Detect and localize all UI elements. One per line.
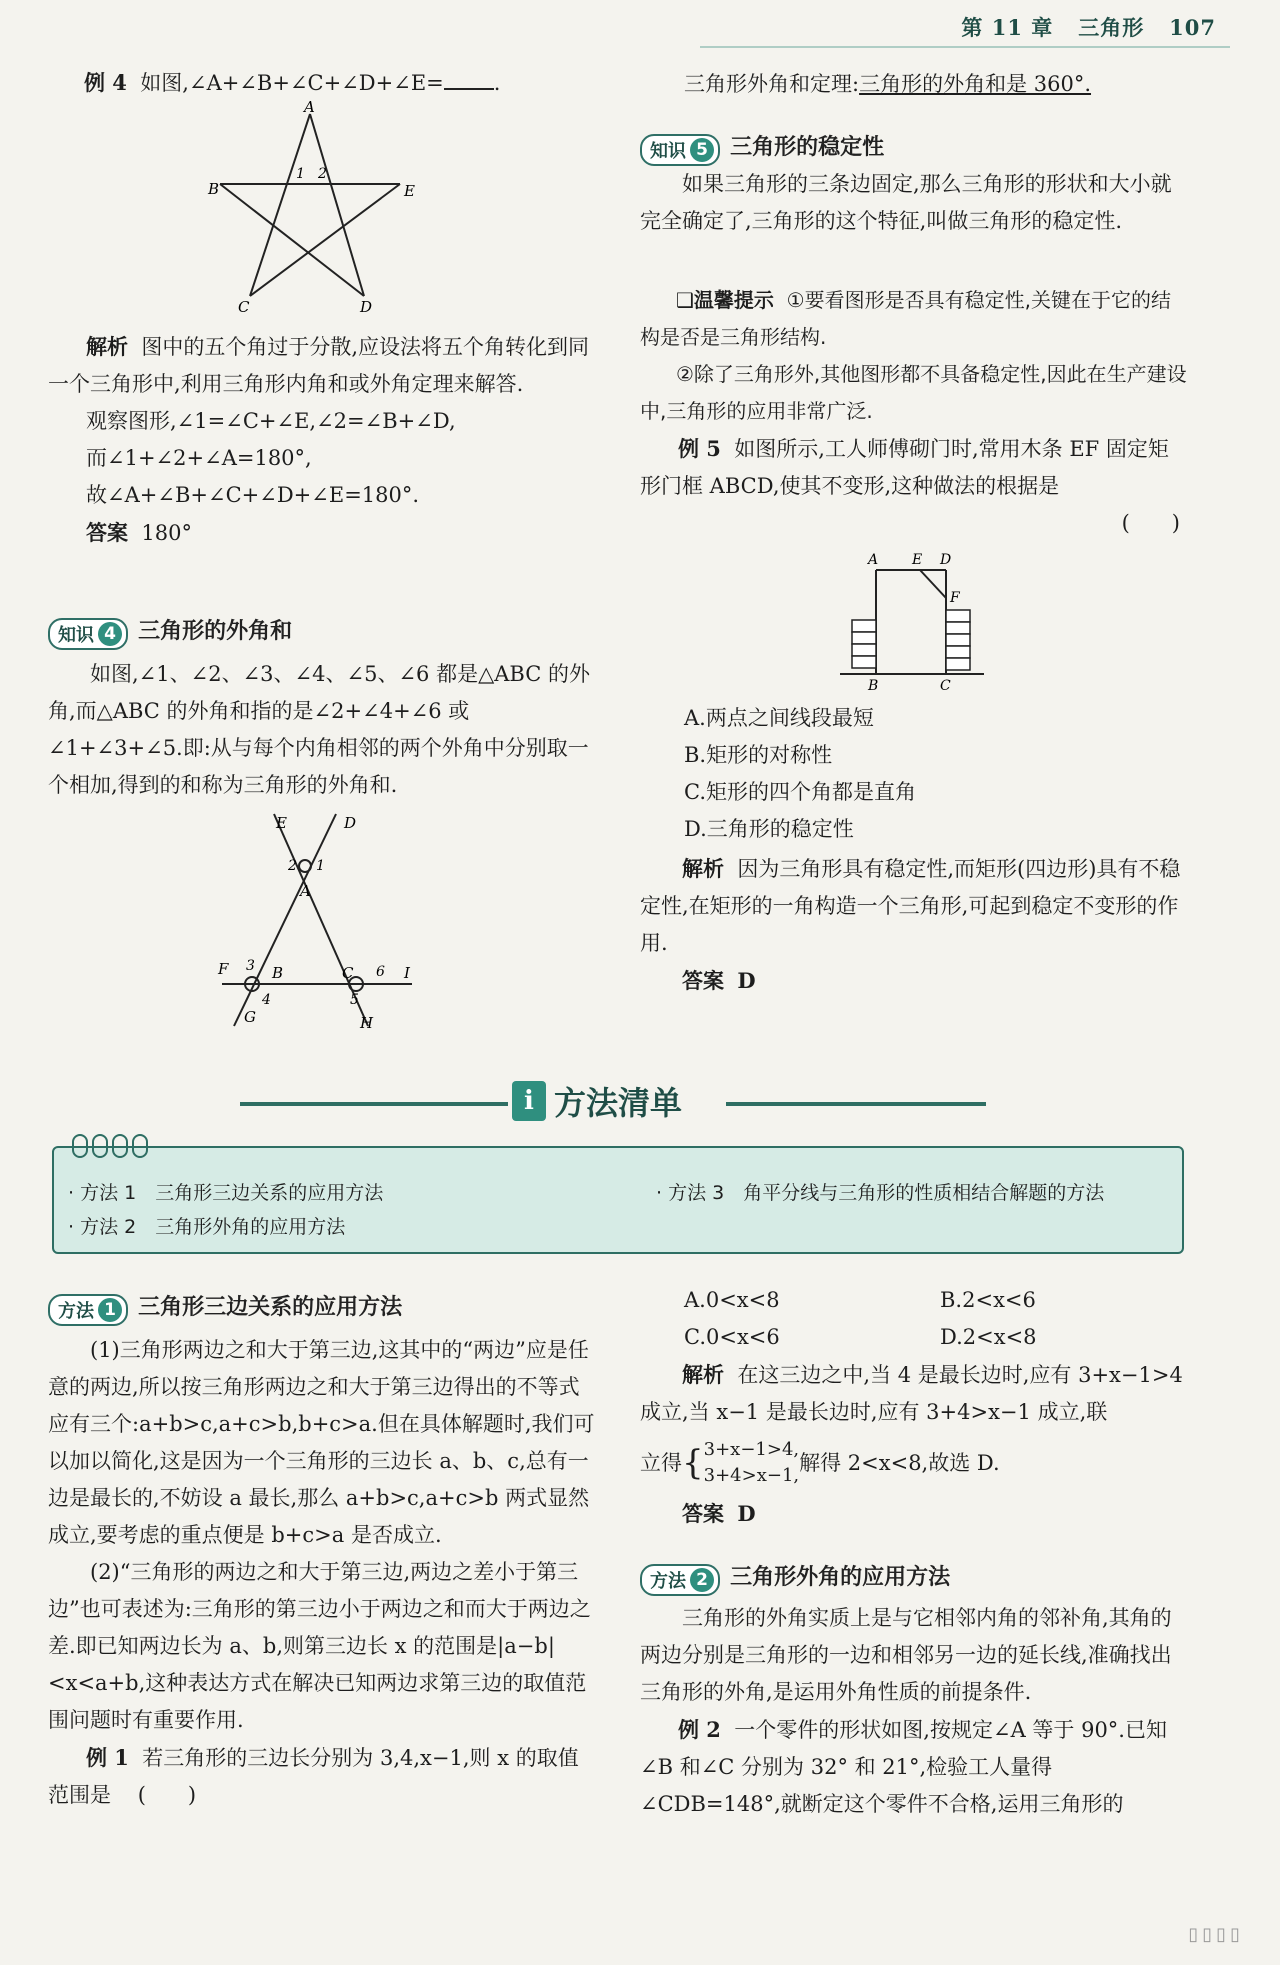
star-label-c: C [238,298,250,316]
info-icon: i [512,1081,546,1121]
analysis-p2: 观察图形,∠1=∠C+∠E,∠2=∠B+∠D, [86,409,456,433]
analysis-label: 解析 [86,334,128,359]
star-line-b-d [220,184,364,296]
banner-line-left [240,1102,508,1106]
tri-label-b: B [272,964,284,982]
knowledge-5-title: 三角形的稳定性 [730,135,885,160]
warm-tip [640,282,1188,430]
method-1-link: · 方法 1 三角形三边关系的应用方法 [68,1182,384,1204]
star-line-a-d [310,114,364,296]
tri-label-6: 6 [376,964,385,980]
header-divider [700,46,1230,48]
analysis-label: 解析 [682,856,724,881]
system-suffix: 解得 2<x<8,故选 D. [799,1450,1000,1475]
answer-value: D [737,1501,756,1526]
method-1-heading [48,1290,402,1326]
example-5 [640,430,1188,542]
method-1-p2: (2)“三角形的两边之和大于第三边,两边之差小于第三边”也可表述为:三角形的第三边小于两边之和而大于两边之差.即已知两边长为 a、b,则第三边长 x 的范围是|a−b|<x<a+b,这种表达方式在解决已知两边求第三边的取值范围问题时有重要作用. [48,1560,591,1732]
door-label-d: D [940,552,952,568]
ex1-text: 若三角形的三边长分别为 3,4,x−1,则 x 的取值范围是 [48,1746,579,1807]
option-b: B.矩形的对称性 [684,743,833,767]
analysis-label: 解析 [682,1362,724,1387]
banner-title: 方法清单 [554,1084,683,1122]
system-line-2: 3+4>x−1, [703,1465,800,1486]
ex1-analysis [640,1356,1188,1533]
tip-label: ❑温馨提示 [676,288,774,312]
system-prefix: 立得 [640,1450,682,1475]
tri-label-f: F [218,960,229,978]
star-label-1: 1 [296,166,305,182]
star-label-e: E [404,182,415,200]
ex1-options [684,1282,1204,1356]
methods-summary-box [52,1146,1184,1254]
method-2-title: 三角形外角的应用方法 [730,1565,951,1590]
method-1-p1: (1)三角形两边之和大于第三边,这其中的“两边”应是任意的两边,所以按三角形两边之和大于第三边得出的不等式应有三个:a+b>c,a+c>b,b+c>a.但在具体解题时,我们可以加以简化,这是因为一个三角形的三边长 a、b、c,总有一边是最长的,不妨设 a 最长,那么 a+b>c,a+c>b 两式显然成立,要考虑的重点便是 b+c>a 是否成立. [48,1338,595,1547]
theorem-prefix: 三角形外角和定理: [684,72,860,96]
knowledge-5-text: 如果三角形的三条边固定,那么三角形的形状和大小就完全确定了,三角形的这个特征,叫做三角形的稳定性. [640,172,1172,233]
theorem-body: 三角形的外角和是 360°. [859,72,1092,96]
tri-label-3: 3 [246,958,255,974]
page-header [961,12,1216,42]
methods-banner [512,1078,682,1124]
ex5-paren: ( ) [1121,511,1180,535]
brace-icon: { [682,1443,704,1483]
tri-label-e: E [276,814,287,832]
ex4-label: 例 4 [84,70,127,95]
option-c: C.矩形的四个角都是直角 [684,780,916,804]
inequality-system [640,1431,1188,1495]
ex5-text: 如图所示,工人师傅砌门时,常用木条 EF 固定矩形门框 ABCD,使其不变形,这种做法的根据是 [640,437,1169,498]
tri-label-1: 1 [316,858,325,874]
analysis-text: 在这三边之中,当 4 是最长边时,应有 3+x−1>4 成立,当 x−1 是最长边时,应有 3+4>x−1 成立,联 [640,1363,1183,1424]
tri-label-2: 2 [288,858,297,874]
door-label-a: A [868,552,879,568]
method-1-title: 三角形三边关系的应用方法 [138,1295,403,1320]
knowledge-tag: 知识 5 [640,134,720,166]
option-b: B.2<x<6 [940,1288,1036,1312]
star-figure [200,100,440,320]
tri-label-4: 4 [262,992,271,1008]
exterior-angle-figure [206,808,426,1036]
ex2-text: 一个零件的形状如图,按规定∠A 等于 90°.已知∠B 和∠C 分别为 32° 和 21°,检验工人量得∠CDB=148°,就断定这个零件不合格,运用三角形的 [640,1718,1167,1816]
answer-label: 答案 [682,968,724,993]
binder-ring-icon [92,1134,108,1158]
exterior-angle-theorem [684,66,1224,103]
knowledge-4-title: 三角形的外角和 [138,619,293,644]
binder-ring-icon [132,1134,148,1158]
analysis-text: 因为三角形具有稳定性,而矩形(四边形)具有不稳定性,在矩形的一角构造一个三角形,可起到稳定不变形的作用. [640,857,1181,955]
star-label-d: D [360,298,373,316]
tip-2: ②除了三角形外,其他图形都不具备稳定性,因此在生产建设中,三角形的应用非常广泛. [640,362,1187,423]
door-label-c: C [940,678,951,694]
analysis-p3: 而∠1+∠2+∠A=180°, [86,446,312,470]
door-label-e: E [912,552,923,568]
ex1-paren: ( ) [137,1783,197,1807]
door-label-b: B [868,678,879,694]
method-3-link: · 方法 3 角平分线与三角形的性质相结合解题的方法 [656,1182,1105,1204]
page-corner-icon: ▯▯▯▯ [1188,1924,1244,1945]
star-line-a-c [250,114,310,296]
ex2-label: 例 2 [678,1717,721,1742]
option-d: D.三角形的稳定性 [684,817,854,841]
knowledge-4-text: 如图,∠1、∠2、∠3、∠4、∠5、∠6 都是△ABC 的外角,而△ABC 的外角和指的是∠2+∠4+∠6 或∠1+∠3+∠5.即:从与每个内角相邻的两个外角中分别取一个相加,得到的和称为三角形的外角和. [48,662,590,797]
knowledge-tag: 知识 4 [48,618,128,650]
analysis-p4: 故∠A+∠B+∠C+∠D+∠E=180°. [86,483,420,507]
star-line-c-e [250,184,400,296]
door-frame-figure [836,548,996,696]
answer-blank [444,68,494,90]
ex4-analysis [48,328,596,552]
ex5-label: 例 5 [678,436,721,461]
example-4: 例 4 如图,∠A+∠B+∠C+∠D+∠E= . [84,70,501,95]
ex5-options [684,700,1184,848]
method-2-link: · 方法 2 三角形外角的应用方法 [68,1216,346,1238]
brace-ef [920,570,946,598]
door-label-f: F [950,590,960,606]
star-label-b: B [208,180,220,198]
binder-ring-icon [72,1134,88,1158]
star-label-a: A [304,100,315,116]
ex4-text: 如图,∠A+∠B+∠C+∠D+∠E= [140,71,444,95]
binder-ring-icon [112,1134,128,1158]
option-a: A.两点之间线段最短 [684,706,874,730]
brick-column-left [852,620,876,668]
method-1-body [48,1332,596,1814]
tri-label-c: C [342,964,354,982]
option-a: A.0<x<8 [684,1288,780,1312]
tri-label-h: H [360,1014,374,1032]
star-label-2: 2 [318,166,327,182]
tri-label-g: G [244,1008,256,1026]
tri-label-a: A [300,882,311,900]
method-2-heading [640,1560,950,1596]
method-2-body [640,1600,1188,1823]
option-d: D.2<x<8 [940,1325,1037,1349]
page-number: 107 [1169,15,1216,40]
chapter-title: 三角形 [1078,15,1145,40]
answer-label: 答案 [86,520,128,545]
ex5-analysis [640,850,1188,1000]
knowledge-5-heading [640,130,884,166]
chapter-label: 第 11 章 [961,15,1054,40]
tri-label-5: 5 [350,992,359,1008]
answer-value: 180° [141,521,192,545]
brick-column-right [946,610,970,670]
answer-value: D [737,968,756,993]
method-2-p1: 三角形的外角实质上是与它相邻内角的邻补角,其角的两边分别是三角形的一边和相邻另一边的延长线,准确找出三角形的外角,是运用外角性质的前提条件. [640,1606,1172,1704]
method-tag: 方法 2 [640,1564,720,1596]
method-tag: 方法 1 [48,1294,128,1326]
ex1-label: 例 1 [86,1745,129,1770]
angle-arc-a [299,860,311,872]
answer-label: 答案 [682,1501,724,1526]
knowledge-4-heading [48,614,292,650]
system-line-1: 3+x−1>4, [703,1439,800,1460]
tri-label-i: I [404,964,410,982]
tri-label-d: D [344,814,357,832]
tip-1: ①要看图形是否具有稳定性,关键在于它的结构是否是三角形结构. [640,288,1171,349]
option-c: C.0<x<6 [684,1325,780,1349]
analysis-p1: 图中的五个角过于分散,应设法将五个角转化到同一个三角形中,利用三角形内角和或外角定理来解答. [48,335,590,396]
banner-line-right [726,1102,986,1106]
